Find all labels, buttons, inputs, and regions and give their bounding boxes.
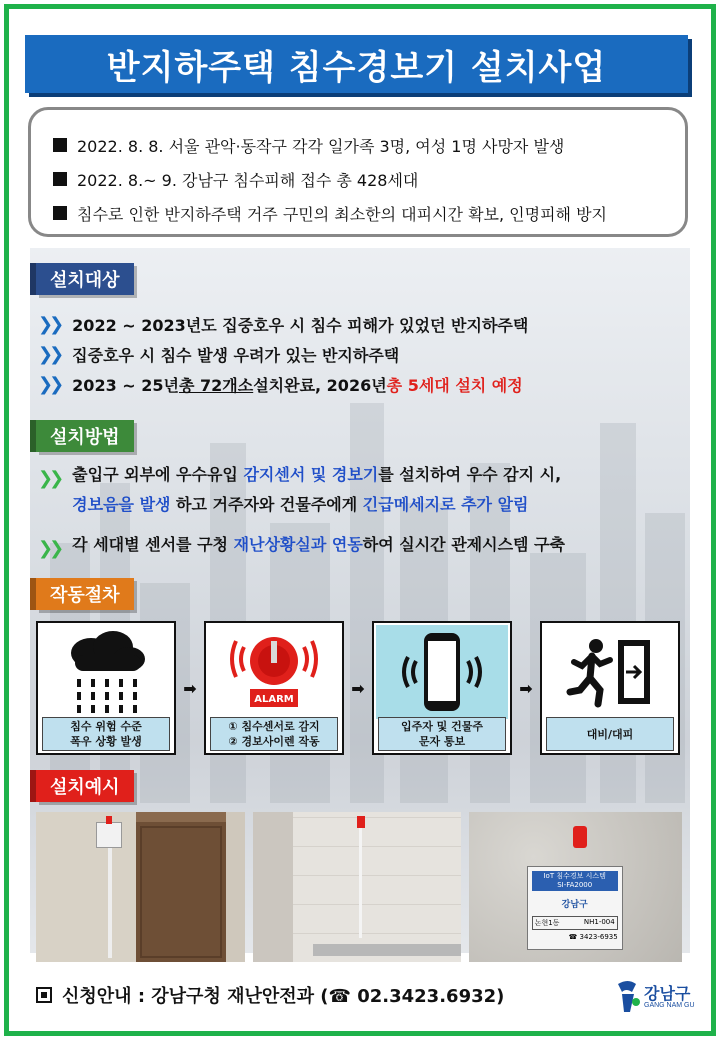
method-item — [38, 460, 678, 520]
step-caption-line: 문자 통보 — [418, 735, 466, 748]
target-item-text: 2022 ~ 2023년도 집중호우 시 침수 피해가 있었던 반지하주택 — [72, 316, 529, 335]
step-caption-line: 입주자 및 건물주 — [400, 720, 484, 733]
alarm-bell-icon — [208, 625, 340, 719]
double-chevron-icon: ❯❯ — [38, 314, 61, 335]
procedure-steps — [36, 621, 680, 755]
device-label-title: IoT 침수경보 시스템 — [543, 872, 606, 880]
procedure-step — [204, 621, 344, 755]
step-caption-line: 침수 위험 수준 — [70, 720, 142, 733]
square-bullet-icon — [53, 206, 67, 220]
device-label-model: SI-FA2000 — [557, 881, 593, 889]
target-item-text: 설치완료, 2026년 — [253, 376, 387, 395]
step-caption-line: ② 경보사이렌 작동 — [228, 735, 320, 748]
method-text: 를 설치하여 우수 감지 시, — [378, 465, 562, 484]
step-caption — [546, 717, 674, 751]
step-caption — [42, 717, 170, 751]
photo-wall-sensor — [253, 812, 460, 962]
summary-item — [53, 196, 685, 230]
logo-text: 강남구 — [644, 984, 691, 1003]
target-item — [38, 313, 528, 336]
section-examples-label: 설치예시 — [36, 770, 134, 802]
summary-text: 2022. 8.~ 9. 강남구 침수피해 접수 총 428세대 — [77, 170, 419, 190]
square-bullet-icon — [36, 987, 52, 1003]
target-item-text: 집중호우 시 침수 발생 우려가 있는 반지하주택 — [72, 346, 400, 365]
page-title: 반지하주택 침수경보기 설치사업 — [25, 35, 688, 93]
arrow-right-icon: ➡ — [183, 678, 197, 698]
arrow-right-icon: ➡ — [519, 678, 533, 698]
method-text: 하여 실시간 관제시스템 구축 — [362, 535, 565, 554]
method-text: 각 세대별 센서를 구청 — [72, 535, 234, 554]
footer-contact — [36, 982, 504, 1008]
step-caption — [378, 717, 506, 751]
target-item-text: 2023 ~ 25년 — [72, 376, 179, 395]
method-item — [38, 530, 678, 564]
method-text: 출입구 외부에 우수유입 — [72, 465, 244, 484]
alarm-text: ALARM — [254, 694, 294, 705]
double-chevron-icon: ❯❯ — [38, 374, 61, 395]
double-chevron-icon: ❯❯ — [38, 344, 61, 365]
gangnam-emblem-icon — [614, 978, 642, 1014]
target-item — [38, 343, 399, 366]
step-caption-line: ① 침수센서로 감지 — [228, 720, 320, 733]
emergency-exit-icon — [544, 625, 676, 719]
square-bullet-icon — [53, 138, 67, 152]
device-label-id: NH1-004 — [583, 918, 615, 926]
step-caption-line: 대비/대피 — [586, 727, 634, 741]
method-text: 하고 거주자와 건물주에게 — [170, 495, 363, 514]
arrow-right-icon: ➡ — [351, 678, 365, 698]
method-highlight: 긴급메세지로 추가 알림 — [362, 495, 529, 514]
device-label-brand: 강남구 — [561, 900, 588, 910]
double-chevron-icon: ❯❯ — [38, 468, 61, 489]
summary-item — [53, 128, 685, 162]
method-highlight: 경보음을 발생 — [72, 495, 171, 514]
summary-box — [28, 107, 688, 237]
step-caption — [210, 717, 338, 751]
gangnam-logo — [614, 978, 696, 1018]
footer-text: 신청안내 : 강남구청 재난안전과 (☎ 02.3423.6932) — [62, 986, 505, 1007]
target-item — [38, 373, 523, 396]
section-target-label: 설치대상 — [36, 263, 134, 295]
device-label-dong: 논현1동 — [534, 919, 560, 927]
rain-cloud-icon — [40, 625, 172, 719]
step-caption-line: 폭우 상황 발생 — [70, 735, 142, 748]
photo-device-closeup — [469, 812, 682, 962]
method-highlight: 감지센서 및 경보기 — [243, 465, 379, 484]
photo-door-installation — [36, 812, 245, 962]
square-bullet-icon — [53, 172, 67, 186]
method-list — [38, 460, 678, 564]
summary-item — [53, 162, 685, 196]
device-label-phone: ☎ 3423-6935 — [568, 933, 618, 941]
target-item-plan: 총 5세대 설치 예정 — [386, 376, 523, 395]
procedure-step — [540, 621, 680, 755]
target-item-count: 총 72개소 — [178, 376, 254, 395]
summary-text: 침수로 인한 반지하주택 거주 구민의 최소한의 대피시간 확보, 인명피해 방지 — [77, 204, 607, 224]
double-chevron-icon: ❯❯ — [38, 538, 61, 559]
smartphone-icon — [376, 625, 508, 719]
section-method-label: 설치방법 — [36, 420, 134, 452]
summary-text: 2022. 8. 8. 서울 관악·동작구 각각 일가족 3명, 여성 1명 사망자 발생 — [77, 136, 565, 156]
logo-subtext: GANG NAM GU — [644, 1002, 695, 1009]
method-highlight: 재난상황실과 연동 — [233, 535, 363, 554]
example-photos — [36, 812, 690, 962]
procedure-step — [36, 621, 176, 755]
section-procedure-label: 작동절차 — [36, 578, 134, 610]
procedure-step — [372, 621, 512, 755]
